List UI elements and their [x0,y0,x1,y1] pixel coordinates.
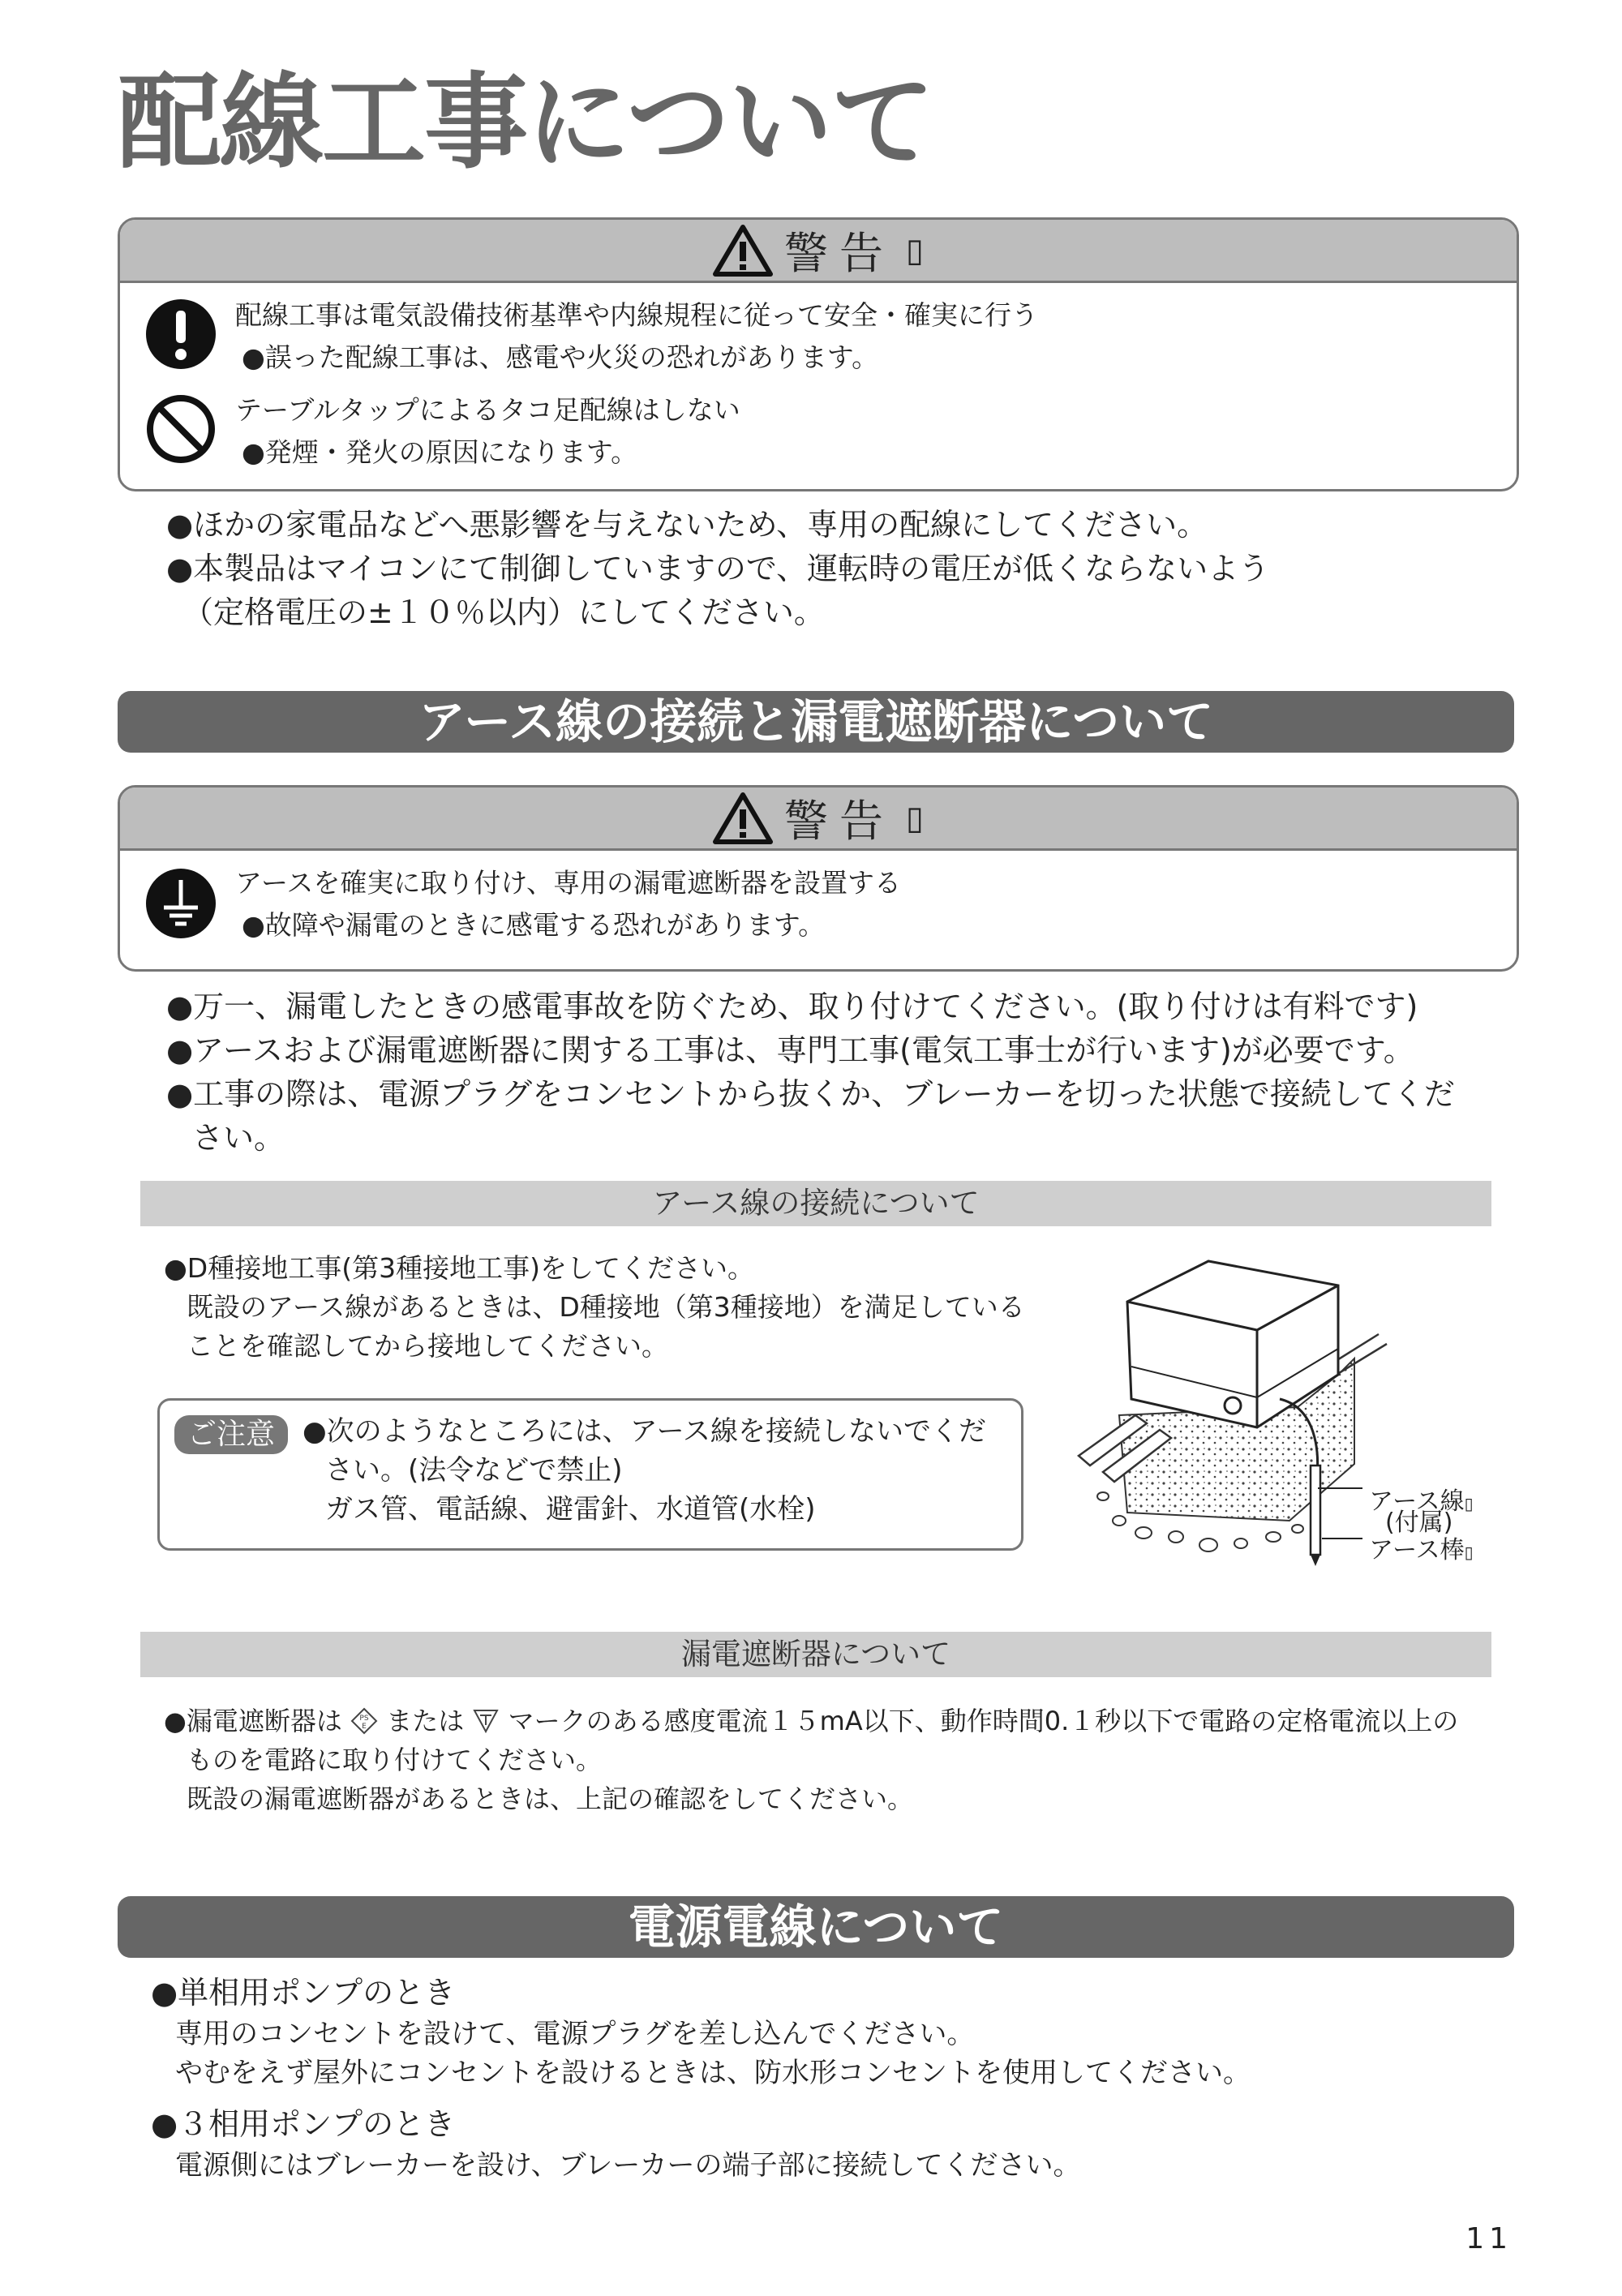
list-item-continuation: （定格電圧の±１０％以内）にしてください。 [182,594,825,630]
warning-glyph: ▯ [905,231,924,269]
section-heading-power: 電源電線について [118,1896,1514,1958]
exclamation-icon [144,298,217,371]
prohibition-icon [144,393,217,466]
list-item [164,1702,1458,1740]
earth-rod [1311,1466,1320,1566]
breaker-text: または [386,1706,465,1736]
notice-text [303,1412,986,1529]
warning-triangle-icon [713,792,773,845]
warning-main-text: アースを確実に取り付け、専用の漏電遮断器を設置する [235,867,902,899]
power-item-line: やむをえず屋外にコンセントを設けるときは、防水形コンセントを使用してください。 [175,2057,1251,2089]
pse-mark-text: PS [359,1714,369,1723]
pse-mark-icon [350,1707,378,1735]
list-item-continuation: 既設の漏電遮断器があるときは、上記の確認をしてください。 [187,1783,914,1814]
list-item: ●工事の際は、電源プラグをコンセントから抜くか、ブレーカーを切った状態で接続してくだ [166,1076,1455,1112]
label-glyph: ▯ [1464,1494,1474,1513]
warning-sub-text: ●故障や漏電のときに感電する恐れがあります。 [242,909,826,941]
earth-connection-list [164,1249,1025,1366]
section-heading-earth: アース線の接続と漏電遮断器について [118,691,1514,753]
notice-line: ●次のようなところには、アース線を接続しないでくだ [303,1415,986,1448]
subsection-heading-breaker: 漏電遮断器について [140,1632,1491,1677]
warning-header [120,220,1517,283]
notice-line: ガス管、電話線、避雷針、水道管(水栓) [325,1493,816,1526]
notice-line: さい。(法令などで禁止) [325,1454,623,1487]
notice-badge: ご注意 [174,1415,288,1454]
warning-glyph: ▯ [905,799,924,837]
warning-box [118,217,1519,491]
warning-main-text: 配線工事は電気設備技術基準や内線規程に従って安全・確実に行う [235,299,1038,331]
earth-rod-label-text: アース棒 [1369,1536,1465,1564]
page-number: 11 [1465,2222,1513,2255]
earth-bullet-list [166,985,1455,1160]
label-glyph: ▯ [1464,1543,1474,1562]
pse-mark-text: E [362,1723,367,1731]
power-item-line: 専用のコンセントを設けて、電源プラグを差し込んでください。 [175,2018,975,2050]
power-item-heading: ●３相用ポンプのとき [151,2106,456,2142]
warning-label: 警告 [783,796,895,847]
warning-box [118,785,1519,972]
breaker-list [164,1702,1458,1818]
intro-bullet-list [166,503,1269,634]
warning-main-text: テーブルタップによるタコ足配線はしない [235,394,740,426]
earth-wire-label-text: アース線 [1369,1487,1465,1516]
breaker-text: マークのある感度電流１５mA以下、動作時間0.１秒以下で電路の定格電流以上の [508,1706,1459,1736]
ground-icon [144,867,217,940]
earth-wire-note: (付属) [1385,1508,1453,1537]
list-item-continuation: ことを確認してから接地してください。 [187,1330,668,1362]
t-mark-icon [472,1707,500,1735]
list-item: ●アースおよび漏電遮断器に関する工事は、専門工事(電気工事士が行います)が必要です。 [166,1032,1414,1068]
list-item: ●ほかの家電品などへ悪影響を与えないため、専用の配線にしてください。 [166,507,1208,543]
notice-box [157,1398,1023,1551]
breaker-text: ●漏電遮断器は [164,1706,342,1736]
list-item-continuation: 既設のアース線があるときは、D種接地（第3種接地）を満足している [187,1291,1025,1323]
warning-triangle-icon [713,224,773,277]
power-list [151,1971,1251,2185]
warning-item [120,291,1517,380]
warning-item [120,386,1517,475]
list-item: ●万一、漏電したときの感電事故を防ぐため、取り付けてください。(取り付けは有料です) [166,989,1418,1024]
page-title: 配線工事について [118,62,933,183]
list-item: ●D種接地工事(第3種接地工事)をしてください。 [164,1252,754,1284]
warning-sub-text: ●発煙・発火の原因になります。 [242,436,638,468]
warning-header [120,788,1517,851]
earth-rod-label [1369,1530,1474,1565]
warning-sub-text: ●誤った配線工事は、感電や火災の恐れがあります。 [242,341,879,373]
warning-item [120,862,1517,951]
power-item-line: 電源側にはブレーカーを設け、ブレーカーの端子部に接続してください。 [175,2149,1081,2182]
power-item-heading: ●単相用ポンプのとき [151,1975,456,2011]
subsection-heading-earth-wire: アース線の接続について [140,1181,1491,1226]
warning-label: 警告 [783,228,895,279]
list-item-continuation: さい。 [192,1120,285,1156]
list-item-continuation: ものを電路に取り付けてください。 [187,1745,603,1775]
list-item: ●本製品はマイコンにて制御していますので、運転時の電圧が低くならないよう [166,551,1270,586]
